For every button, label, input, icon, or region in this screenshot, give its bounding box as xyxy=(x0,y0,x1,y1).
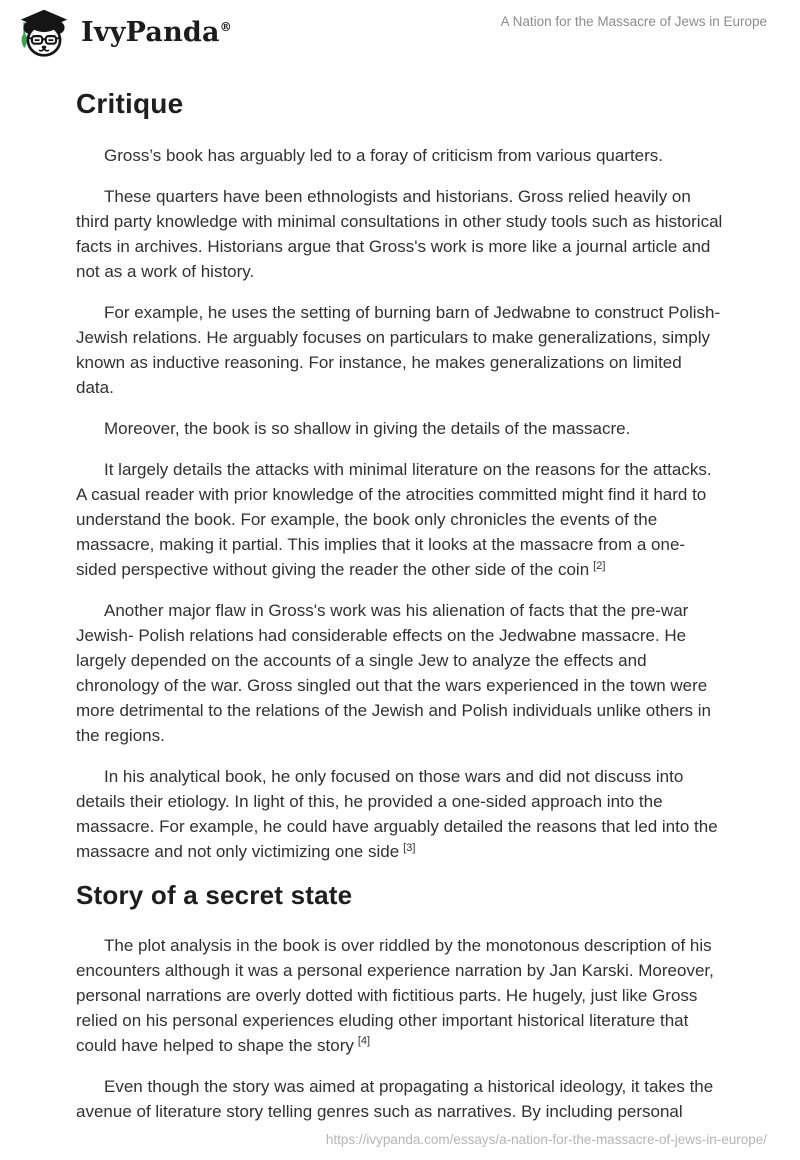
footnote-ref: [4] xyxy=(357,1035,371,1048)
paragraph-text: For example, he uses the setting of burning barn of Jedwabne to construct Polish-Jewish relations. He arguably focuses on particulars to make generalizations, simply known as inductive reasoning. For instance, he makes generalizations on limited data. xyxy=(76,303,721,398)
paragraph-text: The plot analysis in the book is over riddled by the monotonous description of his encounters although it was a personal experience narration by Jan Karski. Moreover, personal narrations are overly dotted with fictitious parts. He hugely, just like Gross relied on his personal experiences eluding other important historical literature that could have helped to shape the story xyxy=(76,936,714,1056)
paragraph xyxy=(76,143,724,168)
paragraph xyxy=(76,416,724,441)
document-title: A Nation for the Massacre of Jews in Europe xyxy=(500,14,767,29)
paragraph xyxy=(76,933,724,1058)
section-heading-critique: Critique xyxy=(76,88,184,119)
paragraph xyxy=(76,1074,724,1124)
paragraph-text: Even though the story was aimed at propagating a historical ideology, it takes the avenue of literature story telling genres such as narratives. By including personal xyxy=(76,1077,714,1122)
source-url[interactable]: https://ivypanda.com/essays/a-nation-for-the-massacre-of-jews-in-europe/ xyxy=(325,1132,767,1147)
paragraph-text: Gross’s book has arguably led to a foray of criticism from various quarters. xyxy=(104,146,664,166)
paragraph-text: In his analytical book, he only focused on those wars and did not discuss into details their etiology. In light of this, he provided a one-sided approach into the massacre. For example, he could have arguably detailed the reasons that led into the massacre and not only victimizing one side xyxy=(76,767,718,862)
paragraph-text: Moreover, the book is so shallow in giving the details of the massacre. xyxy=(104,419,631,439)
paragraph-text: Another major flaw in Gross's work was his alienation of facts that the pre-war Jewish- Polish relations had considerable effects on the Jedwabne massacre. He largely depended on the accounts of a single Jew to analyze the effects and chronology of the war. Gross singled out that the wars experienced in the town were more detrimental to the relations of the Jewish and Polish individuals unlike others in the regions. xyxy=(76,601,712,746)
panda-graduate-icon xyxy=(15,8,73,58)
section-heading-story-of-a-secret-state: Story of a secret state xyxy=(76,880,353,911)
footnote-ref: [3] xyxy=(403,841,416,854)
paragraph xyxy=(76,598,724,748)
paragraph xyxy=(76,300,724,400)
page-header xyxy=(0,0,800,62)
paragraph xyxy=(76,764,724,864)
registered-mark: ® xyxy=(219,20,232,34)
paragraph-text: It largely details the attacks with minimal literature on the reasons for the attacks. A casual reader with prior knowledge of the atrocities committed might find it hard to understand the book. For example, the book only chronicles the events of the massacre, making it partial. This implies that it looks at the massacre from a one-sided perspective without giving the reader the other side of the coin xyxy=(76,460,712,580)
page-footer xyxy=(326,1132,767,1147)
paragraph xyxy=(76,457,724,582)
brand-link[interactable] xyxy=(15,8,232,58)
paragraph-text: These quarters have been ethnologists and historians. Gross relied heavily on third party knowledge with minimal consultations in other study tools such as historical facts in archives. Historians argue that Gross's work is more like a journal article and not as a work of history. xyxy=(76,187,723,282)
footnote-ref: [2] xyxy=(593,559,606,572)
brand-name: IvyPanda® xyxy=(81,17,232,48)
document-content xyxy=(0,88,800,1124)
paragraph xyxy=(76,184,724,284)
